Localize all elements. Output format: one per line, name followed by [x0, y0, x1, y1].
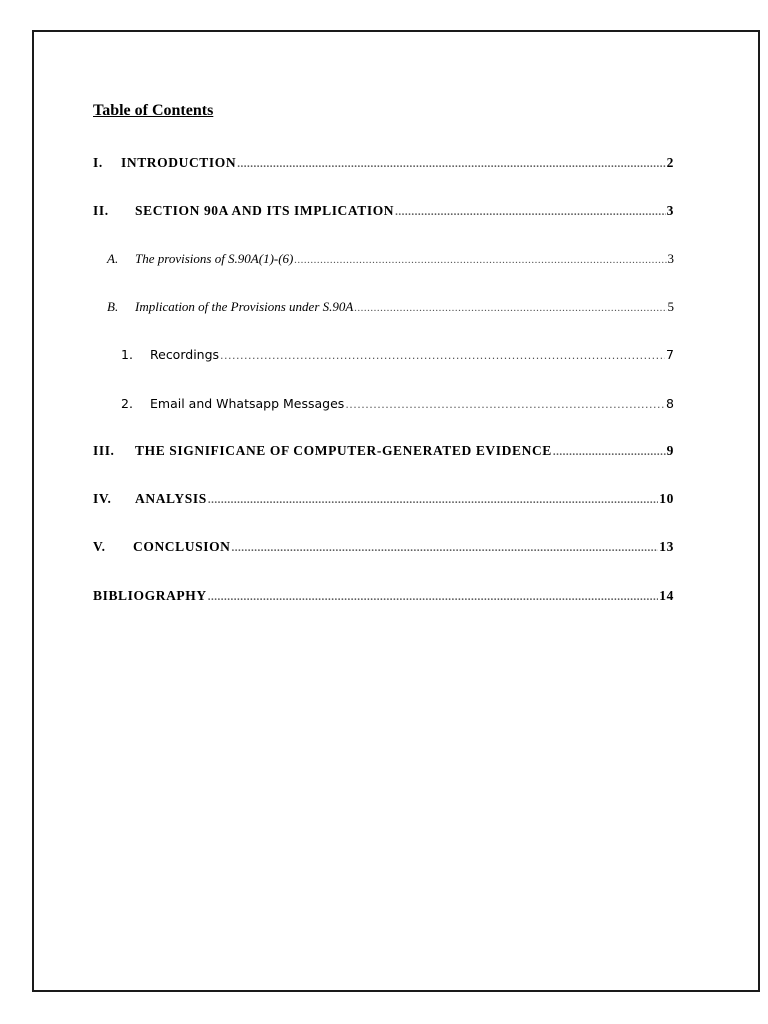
toc-entry-number: I.: [93, 155, 103, 170]
toc-entry-email-whatsapp[interactable]: [121, 396, 674, 416]
toc-entry-implication[interactable]: [107, 299, 674, 319]
toc-entry-page: 7: [666, 347, 674, 362]
toc-dot-leader: [294, 254, 666, 266]
toc-entry-label: SECTION 90A AND ITS IMPLICATION: [135, 203, 395, 218]
toc-entry-recordings[interactable]: [121, 347, 674, 367]
toc-entry-label: Email and Whatsapp Messages: [150, 396, 345, 411]
toc-dot-leader: [220, 349, 665, 362]
toc-entry-number: B.: [107, 299, 119, 314]
toc-dot-leader: [208, 494, 658, 506]
toc-entry-page: 8: [666, 396, 674, 411]
toc-entry-significance[interactable]: [93, 443, 674, 463]
toc-entry-label: BIBLIOGRAPHY: [93, 588, 207, 603]
toc-entry-page: 3: [667, 251, 674, 266]
toc-dot-leader: [553, 446, 666, 458]
toc-entry-page: 9: [666, 443, 674, 458]
toc-entry-page: 3: [666, 203, 674, 218]
toc-entry-label: Implication of the Provisions under S.90A: [135, 299, 354, 314]
toc-entry-section-90a[interactable]: [93, 203, 674, 223]
toc-entry-analysis[interactable]: [93, 491, 674, 511]
toc-entry-number: III.: [93, 443, 115, 458]
toc-dot-leader: [208, 591, 659, 603]
toc-entry-number: 2.: [121, 396, 133, 411]
toc-entry-introduction[interactable]: [93, 155, 674, 175]
toc-entry-page: 5: [667, 299, 674, 314]
toc-entry-page: 14: [659, 588, 674, 603]
toc-entry-label: INTRODUCTION: [121, 155, 237, 170]
toc-entry-page: 13: [659, 539, 674, 554]
toc-dot-leader: [345, 398, 665, 411]
toc-entry-page: 2: [666, 155, 674, 170]
toc-dot-leader: [395, 206, 665, 218]
toc-entry-number: A.: [107, 251, 119, 266]
toc-dot-leader: [237, 158, 665, 170]
toc-entry-label: THE SIGNIFICANE OF COMPUTER-GENERATED EVIDENCE: [135, 443, 552, 458]
toc-entry-provisions[interactable]: [107, 251, 674, 271]
toc-entry-label: ANALYSIS: [135, 491, 207, 506]
toc-entry-label: CONCLUSION: [133, 539, 231, 554]
toc-entry-number: IV.: [93, 491, 112, 506]
toc-entry-conclusion[interactable]: [93, 539, 674, 559]
toc-entry-number: 1.: [121, 347, 133, 362]
toc-dot-leader: [354, 302, 666, 314]
toc-dot-leader: [232, 542, 659, 554]
toc-entry-number: II.: [93, 203, 109, 218]
toc-entry-number: V.: [93, 539, 106, 554]
toc-entry-label: The provisions of S.90A(1)-(6): [135, 251, 294, 266]
toc-entry-label: Recordings: [150, 347, 220, 362]
toc-entry-page: 10: [659, 491, 674, 506]
toc-title: Table of Contents: [93, 102, 214, 119]
toc-entry-bibliography[interactable]: [93, 588, 674, 608]
